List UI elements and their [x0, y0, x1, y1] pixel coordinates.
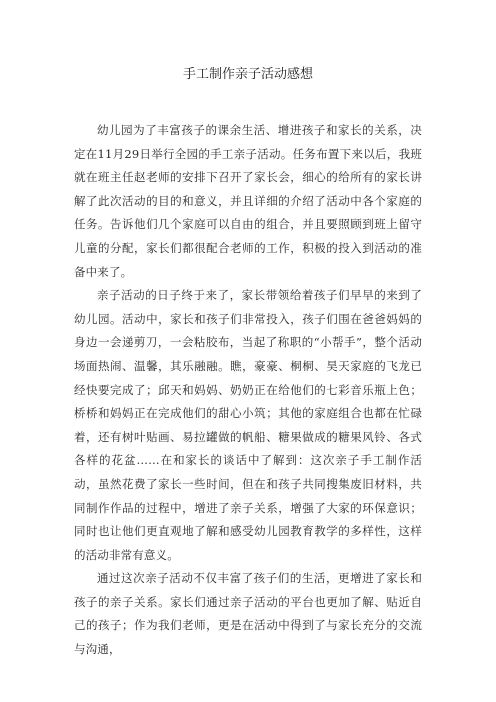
paragraph-1: 幼儿园为了丰富孩子的课余生活、增进孩子和家长的关系，决定在11月29日举行全园的手工亲子活动。任务布置下来以后，我班就在班主任赵老师的安排下召开了家长会，细心的给所有的家长讲解了此次活动的目的和意义，并且详细的介绍了活动中各个家庭的任务。告诉他们几个家庭可以自由的组合，并且要照顾到班上留守儿童的分配，家长们都很配合老师的工作，积极的投入到活动的准备中来了。 [74, 123, 422, 279]
paragraph-3: 通过这次亲子活动不仅丰富了孩子们的生活，更增进了家长和孩子的亲子关系。家长们通过亲子活动的平台也更加了解、贴近自己的孩子；作为我们老师，更是在活动中得到了与家长充分的交流与沟通， [74, 571, 422, 657]
document-body [74, 119, 422, 662]
paragraph-2: 亲子活动的日子终于来了，家长带领给着孩子们早早的来到了幼儿园。活动中，家长和孩子们非常投入，孩子们围在爸爸妈妈的身边一会递剪刀，一会粘胶布，当起了称职的“小帮手”，整个活动场面热闹、温馨，其乐融融。瞧，豪豪、桐桐、昊天家庭的飞龙已经快要完成了；邱天和妈妈、奶奶正在给他们的七彩音乐瓶上色；桥桥和妈妈正在完成他们的甜心小筑；其他的家庭组合也都在忙碌着，还有树叶贴画、易拉罐做的帆船、糖果做成的糖果风铃、各式各样的花盆……在和家长的谈话中了解到：这次亲子手工制作活动，虽然花费了家长一些时间，但在和孩子共同搜集废旧材料，共同制作作品的过程中，增进了亲子关系，增强了大家的环保意识；同时也让他们更直观地了解和感受幼儿园教育教学的多样性，这样的活动非常有意义。 [74, 288, 422, 562]
document-title: 手工制作亲子活动感想 [182, 67, 313, 82]
